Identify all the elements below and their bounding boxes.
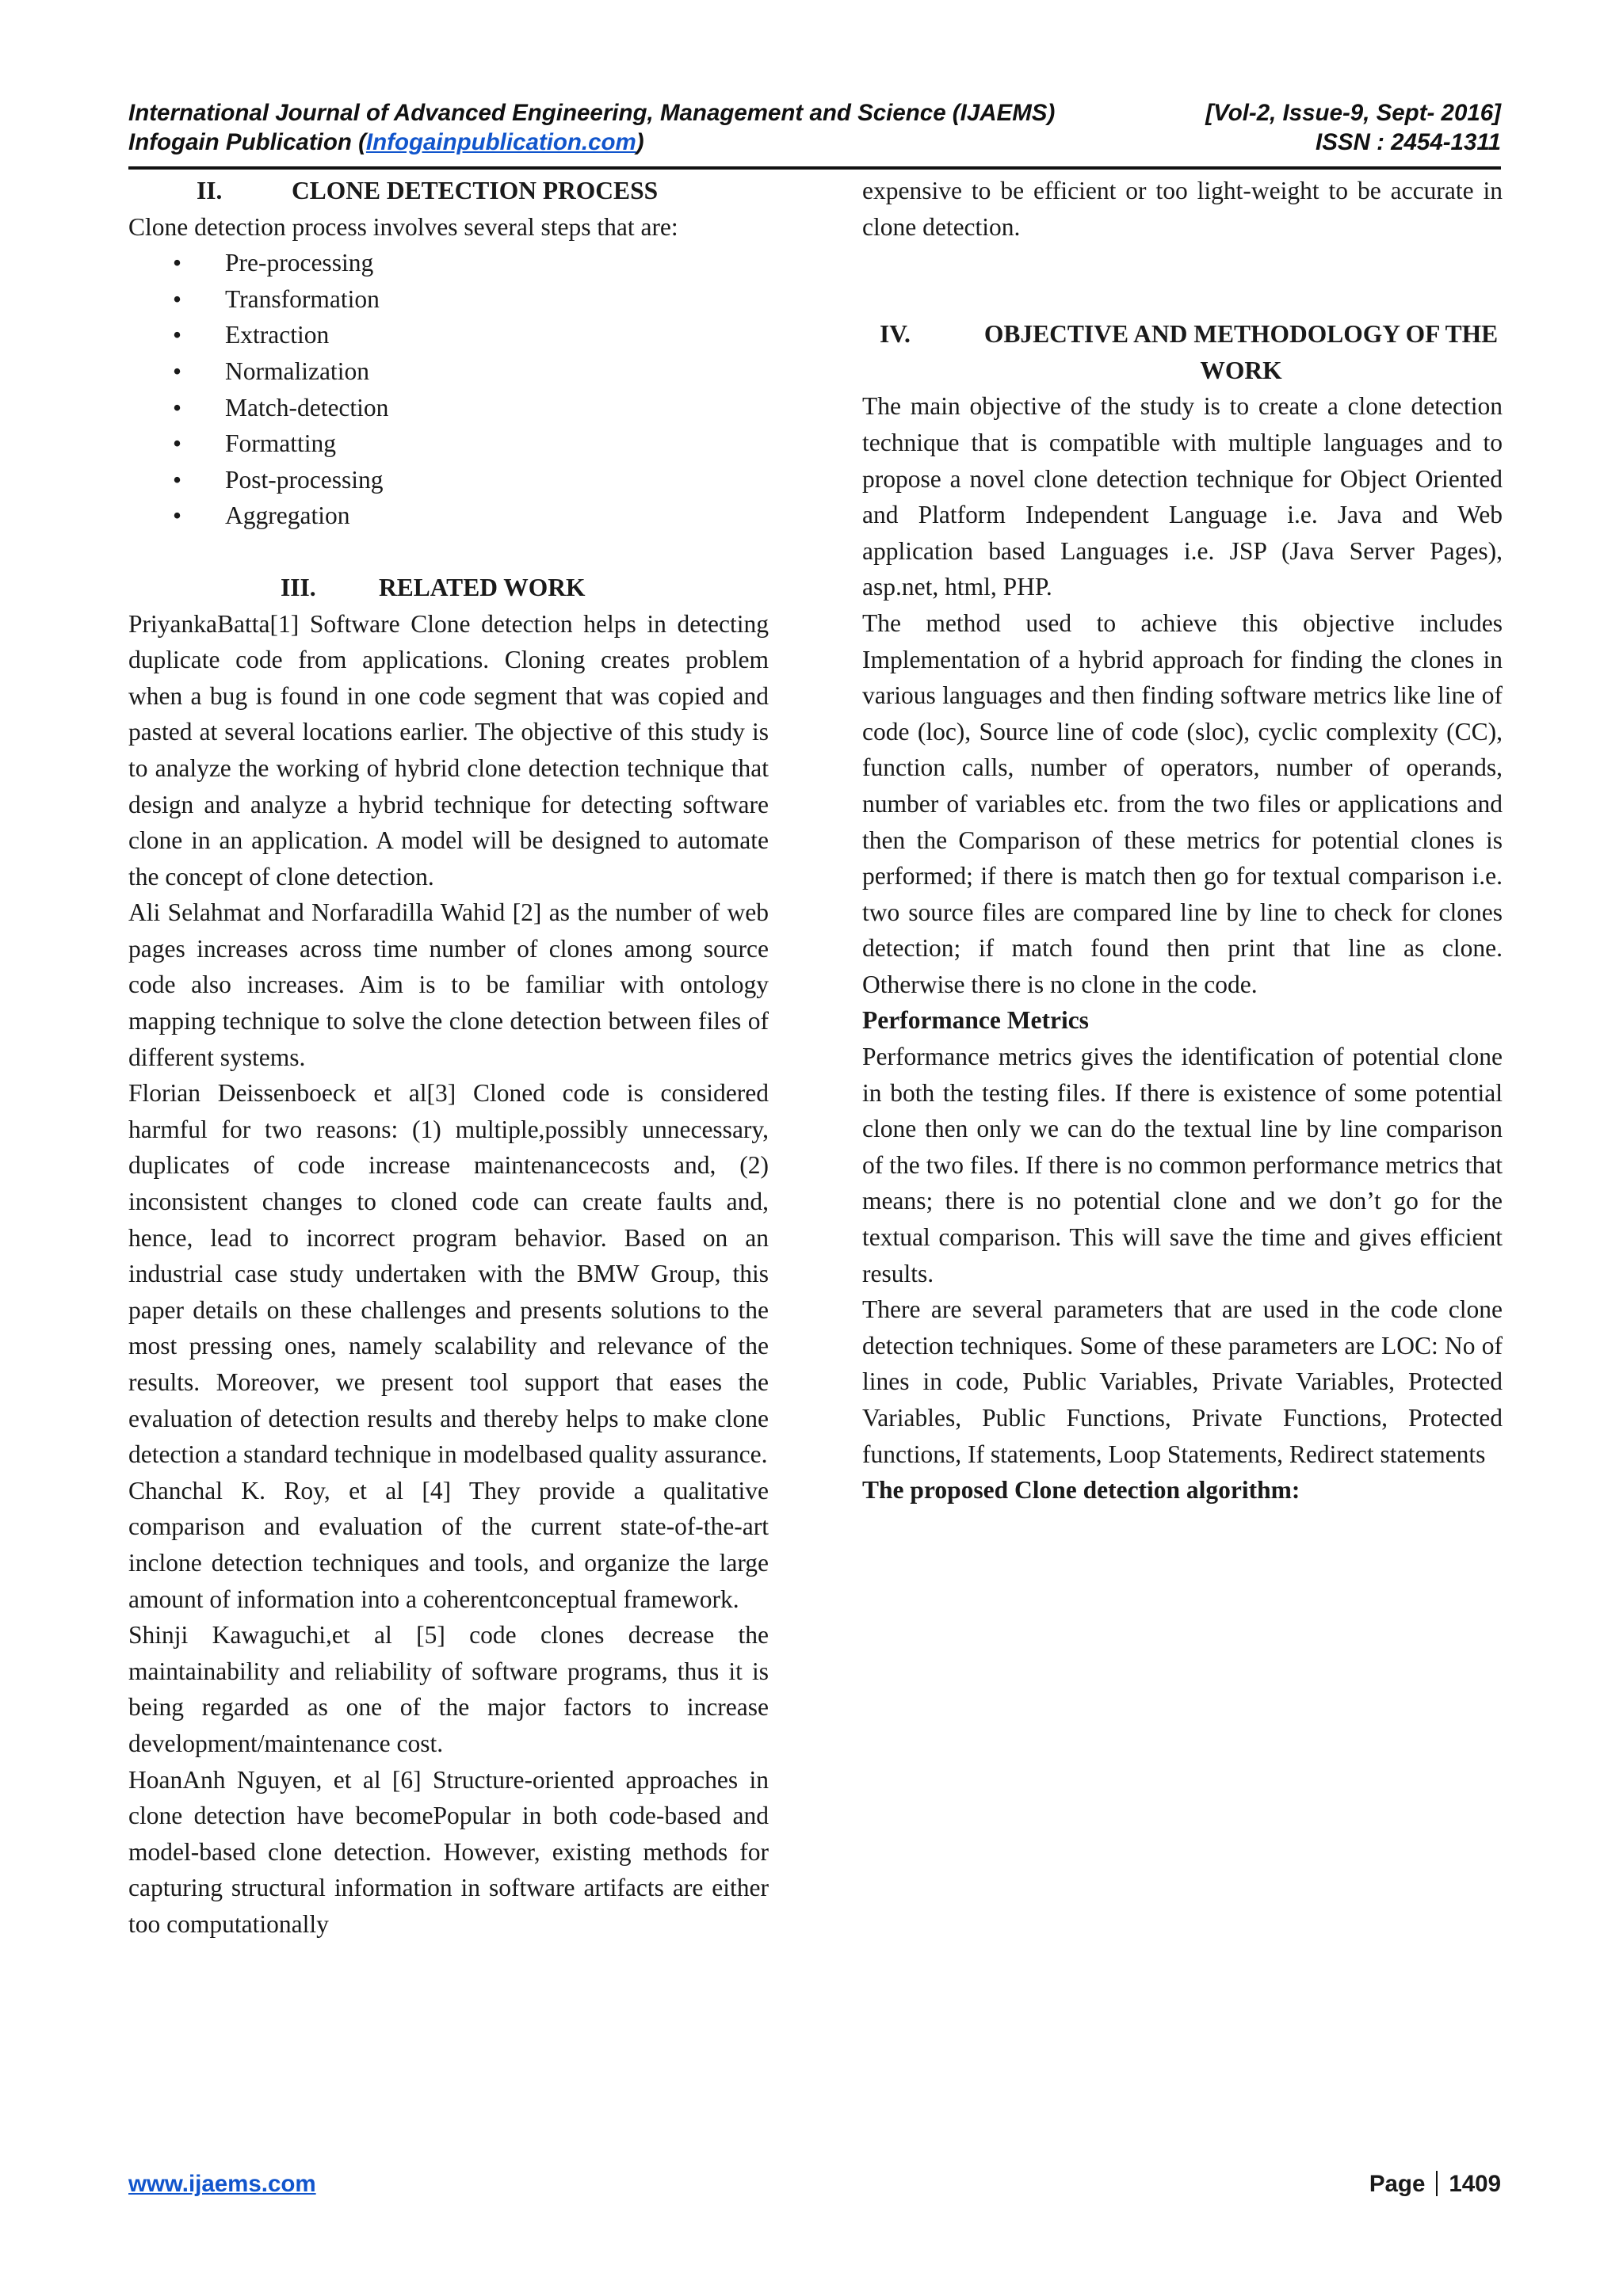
section-4-heading: IV. OBJECTIVE AND METHODOLOGY OF THE WORK — [880, 320, 1499, 384]
bullet-icon: • — [173, 465, 182, 494]
process-steps-list — [128, 245, 769, 534]
publisher-link[interactable]: Infogainpublication.com — [365, 129, 636, 155]
page-separator — [1436, 2171, 1438, 2196]
paragraph: Performance metrics gives the identification of potential clone in both the testing files. If there is existence of some potential clone then only we can do the textual line by line comparison of the two files. If there is no common performance metrics that means; there is no potential clone and we don’t go for the textual comparison. This will save the time and gives efficient results. — [862, 1043, 1503, 1287]
bullet-icon: • — [173, 393, 182, 421]
paragraph: The main objective of the study is to create a clone detection technique that is compatible with multiple languages and to propose a novel clone detection technique for Object Oriented and Platform Independent Language i.e. Java and Web application based Languages i.e. JSP (Java Server Pages), asp.net, html, PHP. — [862, 392, 1503, 601]
bullet-icon: • — [173, 321, 182, 349]
list-item: • Normalization — [128, 353, 769, 390]
list-item: • Formatting — [128, 425, 769, 462]
volume-info: [Vol-2, Issue-9, Sept- 2016] — [1205, 100, 1501, 126]
left-column — [128, 173, 769, 1943]
list-item: • Match-detection — [128, 390, 769, 426]
paragraph: Chanchal K. Roy, et al [4] They provide a qualitative comparison and evaluation of the current state-of-the-art inclone detection techniques and tools, and organize the large amount of information into a coherentconceptual framework. — [128, 1476, 769, 1613]
list-item: • Extraction — [128, 317, 769, 353]
section-2-heading: II. CLONE DETECTION PROCESS — [197, 177, 659, 204]
bullet-icon: • — [173, 249, 182, 277]
page-number: Page 1409 — [1369, 2171, 1501, 2197]
list-item: • Aggregation — [128, 498, 769, 534]
journal-url-link[interactable]: www.ijaems.com — [128, 2171, 316, 2197]
section-3-heading: III. RELATED WORK — [281, 573, 586, 601]
paragraph: HoanAnh Nguyen, et al [6] Structure-oriented approaches in clone detection have becomePopular in both code-based and model-based clone detection. However, existing methods for capturing structural information in software artifacts are either too computationally — [128, 1765, 769, 1938]
paragraph: There are several parameters that are used in the code clone detection techniques. Some of these parameters are LOC: No of lines in code, Public Variables, Private Variables, Protected Variables, Public Functions, Private Functions, Protected functions, If statements, Loop Statements, Redirect statements — [862, 1295, 1503, 1468]
header-rule — [128, 166, 1501, 170]
bullet-icon: • — [173, 502, 182, 530]
bullet-icon: • — [173, 429, 182, 458]
paragraph: Ali Selahmat and Norfaradilla Wahid [2] as the number of web pages increases across time number of clones among source code also increases. Aim is to be familiar with ontology mapping technique to solve the clone detection between files of different systems. — [128, 898, 769, 1071]
paragraph: Shinji Kawaguchi,et al [5] code clones decrease the maintainability and reliability of software programs, thus it is being regarded as one of the major factors to increase development/maintenance cost. — [128, 1621, 769, 1757]
list-item: • Transformation — [128, 281, 769, 318]
issn: ISSN : 2454-1311 — [1316, 129, 1501, 155]
paragraph: PriyankaBatta[1] Software Clone detection helps in detecting duplicate code from applications. Cloning creates problem when a bug is found in one code segment that was copied and pasted at several locations earlier. The objective of this study is to analyze the working of hybrid clone detection technique that design and analyze a hybrid technique for detecting software clone in an application. A model will be designed to automate the concept of clone detection. — [128, 609, 769, 891]
bullet-icon: • — [173, 357, 182, 385]
journal-title: International Journal of Advanced Engineering, Management and Science (IJAEMS) — [128, 100, 1056, 126]
bullet-icon: • — [173, 284, 182, 313]
algorithm-heading: The proposed Clone detection algorithm: — [862, 1476, 1300, 1505]
page-footer — [128, 2171, 1501, 2198]
paragraph-continuation: expensive to be efficient or too light-weight to be accurate in clone detection. — [862, 177, 1503, 241]
list-item: • Post-processing — [128, 462, 769, 498]
right-column — [862, 173, 1503, 1508]
subheading-performance-metrics: Performance Metrics — [862, 1006, 1089, 1035]
section-2-intro: Clone detection process involves several steps that are: — [128, 212, 678, 241]
paragraph: The method used to achieve this objective includes Implementation of a hybrid approach for finding the clones in various languages and then finding software metrics like line of code (loc), Source line of code (sloc), cyclic complexity (CC), function calls, number of operators, number of operands, number of variables etc. from the two files or applications and then the Comparison of these metrics for potential clones is performed; if there is match then go for textual comparison i.e. two source files are compared line by line to check for clones detection; if match found then print that line as clone. Otherwise there is no clone in the code. — [862, 608, 1503, 998]
list-item: • Pre-processing — [128, 245, 769, 281]
page-header — [128, 98, 1501, 157]
publisher: Infogain Publication (Infogainpublication.com) — [128, 129, 644, 155]
paragraph: Florian Deissenboeck et al[3] Cloned code is considered harmful for two reasons: (1) multiple,possibly unnecessary, duplicates of code increase maintenancecosts and, (2) inconsistent changes to cloned code can create faults and, hence, lead to incorrect program behavior. Based on an industrial case study undertaken with the BMW Group, this paper details on these challenges and presents solutions to the most pressing ones, namely scalability and relevance of the results. Moreover, we present tool support that eases the evaluation of detection results and thereby helps to make clone detection a standard technique in modelbased quality assurance. — [128, 1079, 769, 1469]
